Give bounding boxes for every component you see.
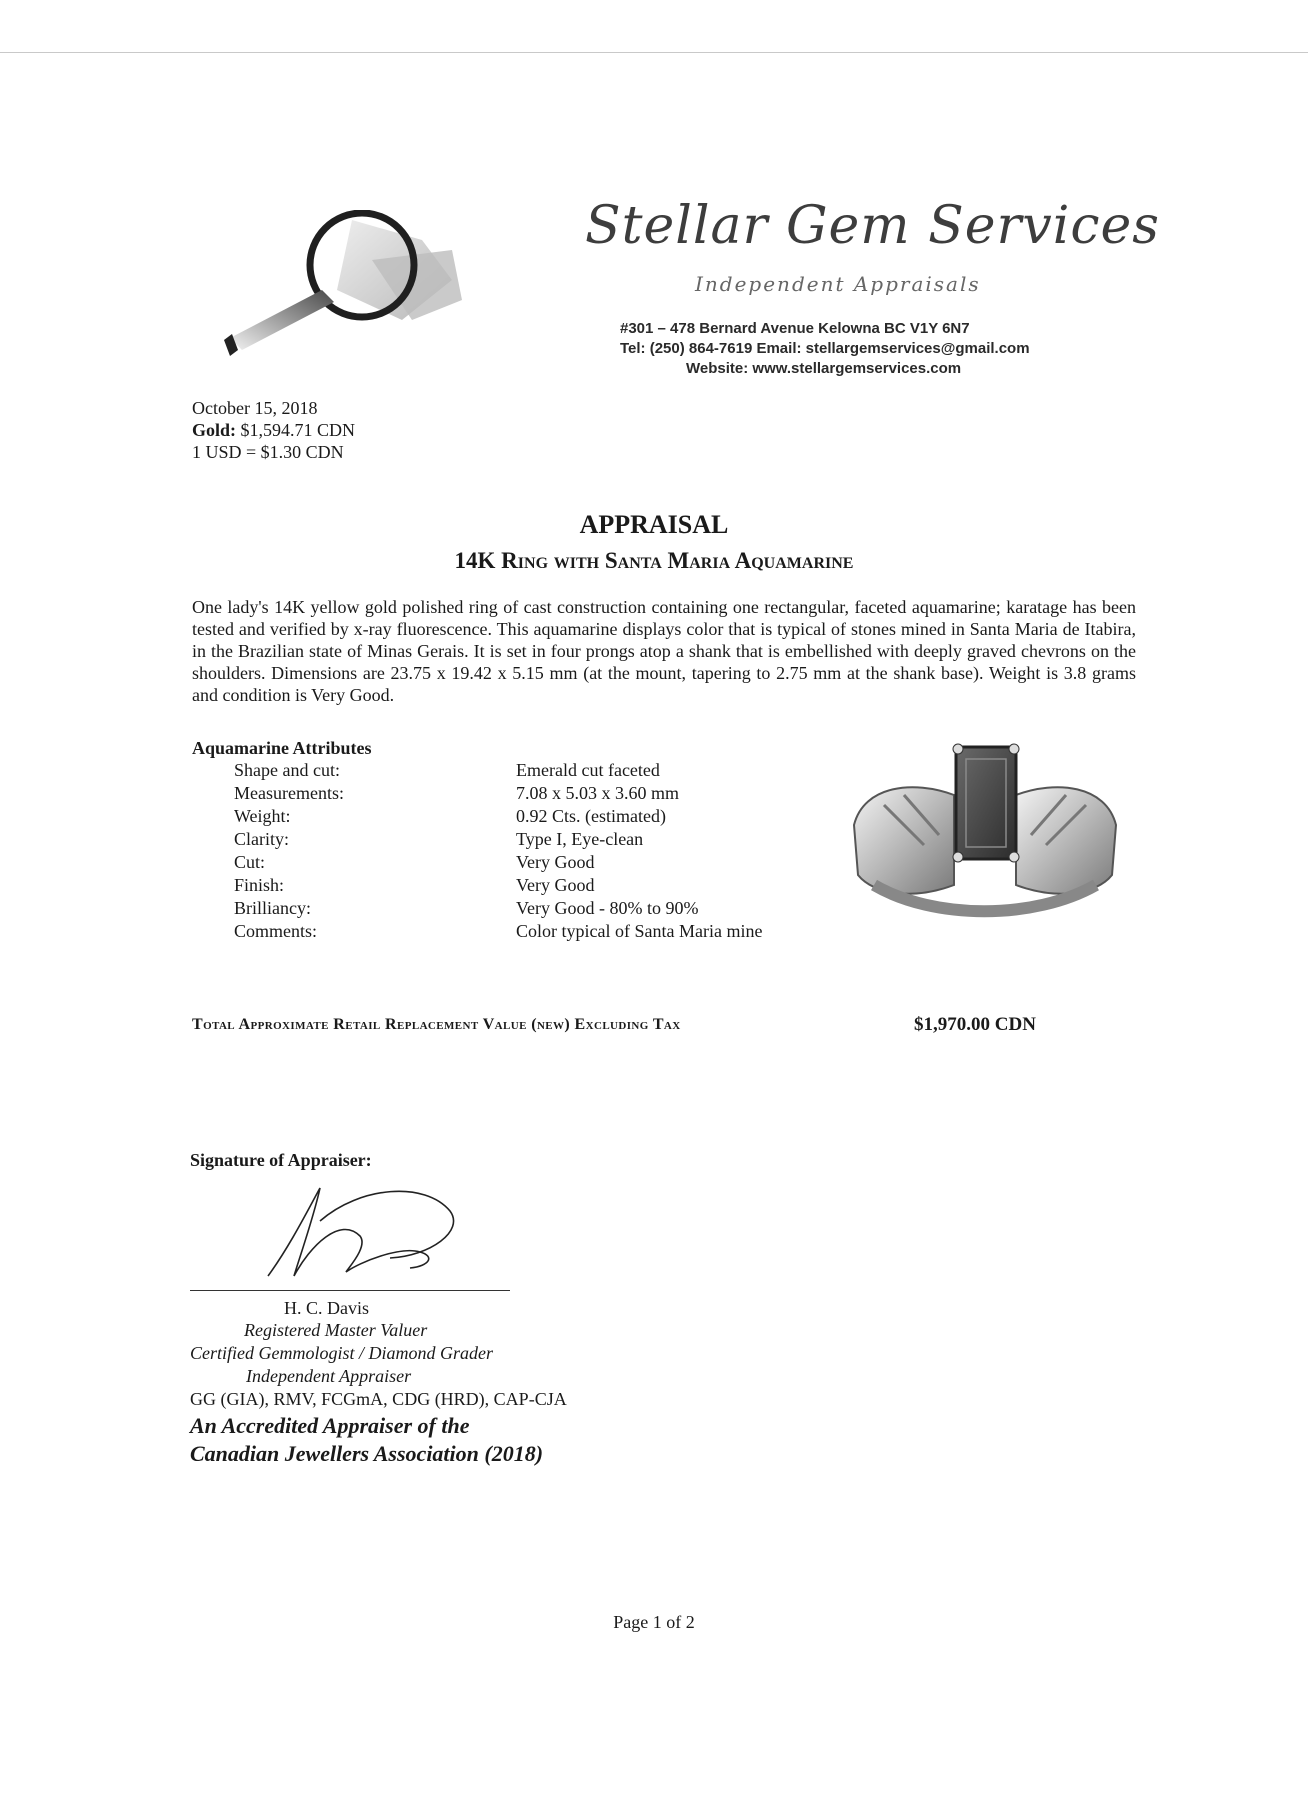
attr-value: 0.92 Cts. (estimated): [516, 806, 666, 826]
attr-value: Very Good: [516, 875, 595, 895]
signature-image: [250, 1176, 500, 1286]
accreditation-line-1: An Accredited Appraiser of the: [190, 1413, 470, 1438]
appraiser-role-2: Certified Gemmologist / Diamond Grader: [190, 1343, 493, 1363]
brand-tagline: Independent Appraisals: [695, 272, 981, 296]
total-value-label: Total Approximate Retail Replacement Value (new) Excluding Tax: [192, 1016, 681, 1033]
appraiser-name: H. C. Davis: [284, 1298, 369, 1318]
exchange-rate: 1 USD = $1.30 CDN: [192, 442, 344, 462]
attr-label: Clarity:: [234, 829, 289, 849]
attr-value: Very Good - 80% to 90%: [516, 898, 699, 918]
appraiser-credentials: GG (GIA), RMV, FCGmA, CDG (HRD), CAP-CJA: [190, 1389, 567, 1409]
attr-label: Brilliancy:: [234, 898, 311, 918]
address-line: #301 – 478 Bernard Avenue Kelowna BC V1Y 6N7: [620, 320, 970, 337]
attr-label: Weight:: [234, 806, 291, 826]
gold-label: Gold:: [192, 420, 237, 440]
signature-label: Signature of Appraiser:: [190, 1150, 372, 1170]
appraiser-role-3: Independent Appraiser: [246, 1366, 412, 1386]
magnifying-glass-gem-icon: [222, 210, 482, 410]
page-number: Page 1 of 2: [613, 1612, 695, 1632]
page-top-rule: [0, 52, 1308, 53]
attr-label: Comments:: [234, 921, 318, 941]
appraiser-role-1: Registered Master Valuer: [244, 1320, 428, 1340]
attr-value: Very Good: [516, 852, 595, 872]
website-line: Website: www.stellargemservices.com: [686, 360, 962, 377]
document-title: APPRAISAL: [579, 510, 729, 539]
attr-label: Shape and cut:: [234, 760, 340, 780]
attr-value: Color typical of Santa Maria mine: [516, 921, 763, 941]
attr-value: Emerald cut faceted: [516, 760, 660, 780]
attr-value: 7.08 x 5.03 x 3.60 mm: [516, 783, 680, 803]
ring-photo: [844, 735, 1126, 927]
brand-name: Stellar Gem Services: [585, 196, 1160, 256]
item-description: One lady's 14K yellow gold polished ring of cast construction containing one rectangular, faceted aquamarine; karatage has been tested and verified by x-ray fluorescence. This aquamarine displays color that is typical of stones mined in Santa Maria de Itabira, in the Brazilian state of Minas Gerais. It is set in four prongs atop a shank that is embellished with deeply graved chevrons on the shoulders. Dimensions are 23.75 x 19.42 x 5.15 mm (at the mount, tapering to 2.75 mm at the shank base). Weight is 3.8 grams and condition is Very Good.: [192, 597, 1136, 705]
attributes-heading: Aquamarine Attributes: [192, 738, 372, 758]
document-subtitle: 14K Ring with Santa Maria Aquamarine: [454, 548, 854, 573]
gold-price: [192, 420, 355, 441]
attr-label: Measurements:: [234, 783, 344, 803]
attr-value: Type I, Eye-clean: [516, 829, 644, 849]
contact-line: Tel: (250) 864-7619 Email: stellargemservices@gmail.com: [620, 340, 1030, 357]
attr-label: Finish:: [234, 875, 285, 895]
gold-value: $1,594.71 CDN: [240, 420, 356, 440]
total-value: $1,970.00 CDN: [914, 1014, 1036, 1035]
accreditation-line-2: Canadian Jewellers Association (2018): [190, 1441, 544, 1466]
appraisal-date: October 15, 2018: [192, 398, 318, 418]
signature-line: [190, 1290, 510, 1291]
attr-label: Cut:: [234, 852, 266, 872]
